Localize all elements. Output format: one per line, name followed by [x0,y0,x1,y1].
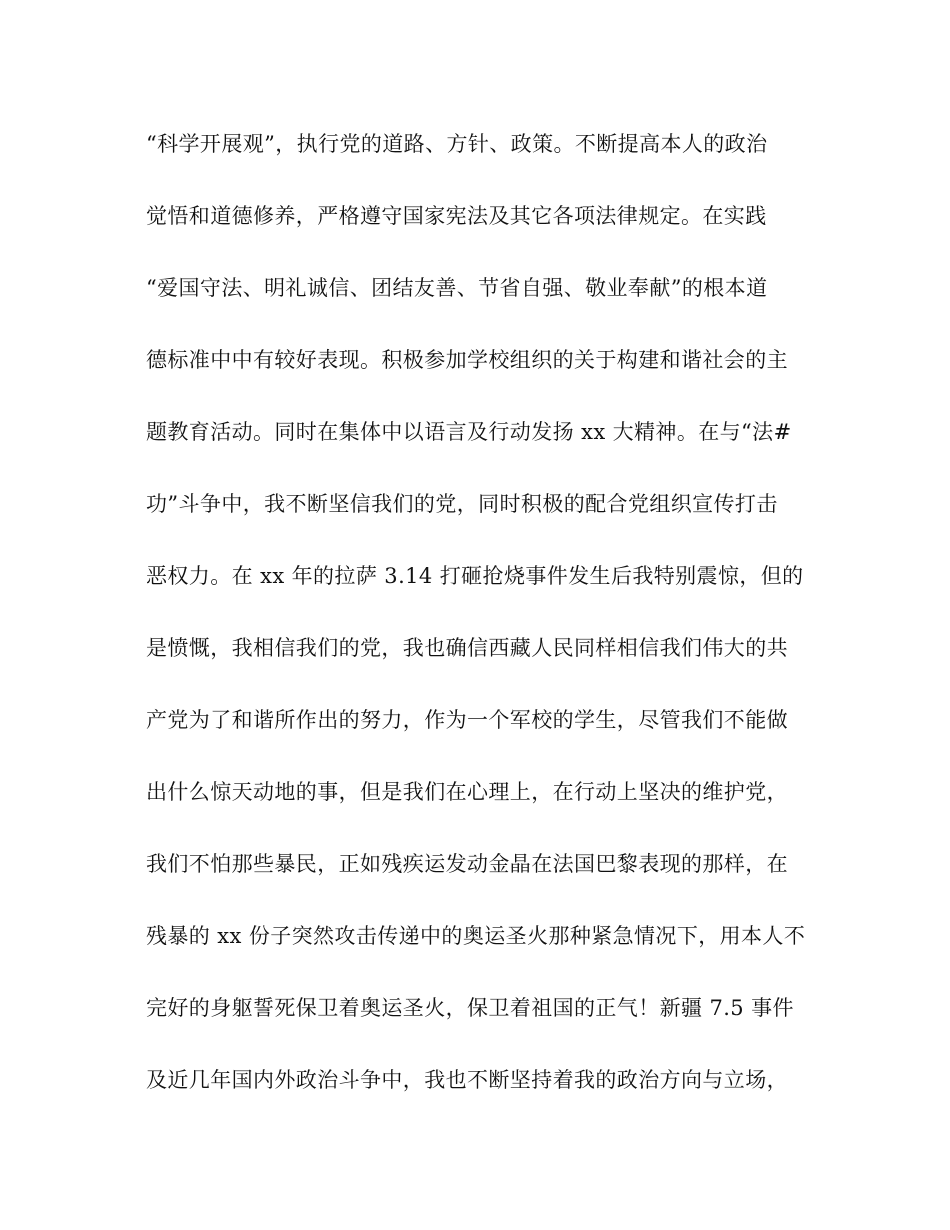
text-line: 我们不怕那些暴民，正如残疾运发动金晶在法国巴黎表现的那样，在 [146,852,788,876]
text-line: 残暴的 xx 份子突然攻击传递中的奥运圣火那种紧急情况下，用本人不 [146,924,806,948]
text-line: 及近几年国内外政治斗争中，我也不断坚持着我的政治方向与立场， [146,1068,788,1092]
text-line: 出什么惊天动地的事，但是我们在心理上，在行动上坚决的维护党， [146,780,788,804]
body-text [146,122,826,1130]
text-line: “爱国守法、明礼诚信、团结友善、节省自强、敬业奉献”的根本道 [146,276,768,300]
text-line: 产党为了和谐所作出的努力，作为一个军校的学生，尽管我们不能做 [146,708,788,732]
text-line: 完好的身躯誓死保卫着奥运圣火，保卫着祖国的正气！新疆 7.5 事件 [146,996,794,1020]
text-line: 是愤慨，我相信我们的党，我也确信西藏人民同样相信我们伟大的共 [146,636,788,660]
text-line: 德标准中中有较好表现。积极参加学校组织的关于构建和谐社会的主 [146,348,788,372]
text-line: 题教育活动。同时在集体中以语言及行动发扬 xx 大精神。在与“法# [146,420,792,444]
text-line: 恶权力。在 xx 年的拉萨 3.14 打砸抢烧事件发生后我特别震惊，但的 [146,564,804,588]
text-line: 觉悟和道德修养，严格遵守国家宪法及其它各项法律规定。在实践 [146,204,767,228]
text-line: 功”斗争中，我不断坚信我们的党，同时积极的配合党组织宣传打击 [146,492,778,516]
text-line: “科学开展观”，执行党的道路、方针、政策。不断提高本人的政治 [146,132,768,156]
